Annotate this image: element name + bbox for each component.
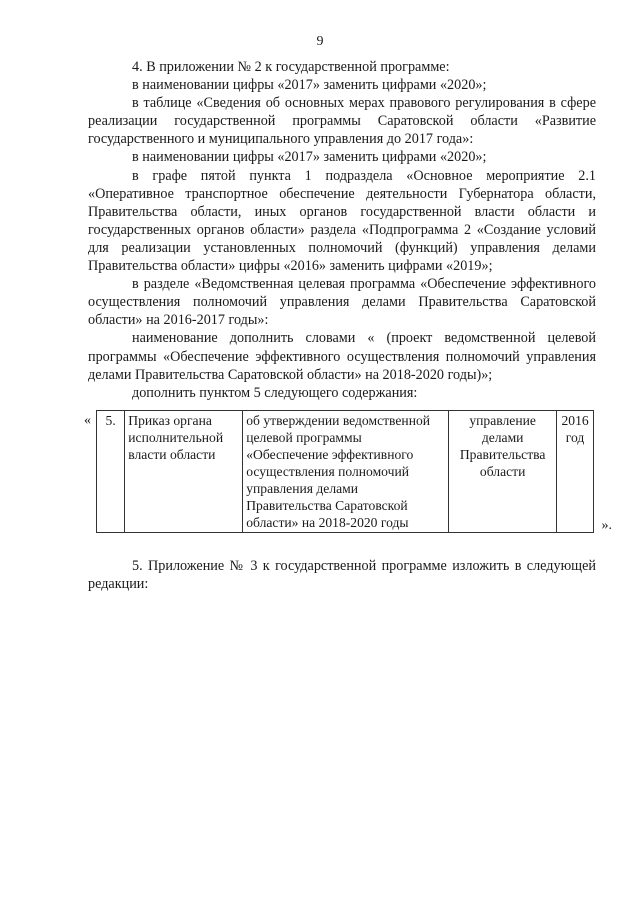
cell-number: 5. [97,410,125,532]
paragraph-name-change: в наименовании цифры «2017» заменить цифрами «2020»; [132,77,487,94]
paragraph-item-5: 5. Приложение № 3 к государственной программе изложить в следующей редакции: [88,557,596,592]
cell-document-type: Приказ органа исполнительной власти области [125,410,243,532]
cell-executor: управление делами Правительства области [449,410,557,532]
regulation-table [96,410,594,533]
paragraph-name-change-2: в наименовании цифры «2017» заменить цифрами «2020»; [132,149,487,166]
table-row [97,410,594,532]
page-number: 9 [316,34,324,49]
inserted-table-block [84,410,612,533]
cell-year: 2016 год [557,410,594,532]
paragraph-add-item: дополнить пунктом 5 следующего содержания: [132,384,418,401]
quote-close: ». [601,517,612,533]
paragraph-section-program: в разделе «Ведомственная целевая программа «Обеспечение эффективного осуществления полномочий управления делами Правительства Саратовской области» на 2016-2017 годы»: [88,276,596,329]
paragraph-name-supplement: наименование дополнить словами « (проект ведомственной целевой программы «Обеспечение эффективного осуществления полномочий управления делами Правительства Саратовской области» на 2018-2020 годы)»; [88,330,596,383]
quote-open: « [84,412,91,428]
document-body [84,58,612,593]
cell-document-title: об утверждении ведомственной целевой программы «Обеспечение эффективного осуществления полномочий управления делами Правительства Саратовской области» на 2018-2020 годы [243,410,449,532]
paragraph-item-4: 4. В приложении № 2 к государственной программе: [132,59,450,75]
paragraph-column-five: в графе пятой пункта 1 подраздела «Основное мероприятие 2.1 «Оперативное транспортное обеспечение деятельности Губернатора области, Правительства области, иных органов государственной власти области и государственных органов области» раздела «Подпрограмма 2 «Создание условий для реализации установленных полномочий (функций) управления делами Правительства области» цифры «2016» заменить цифрами «2019»; [88,167,596,275]
paragraph-table-info: в таблице «Сведения об основных мерах правового регулирования в сфере реализации государственной программы Саратовской области «Развитие государственного и муниципального управления до 2017 года»: [88,95,596,148]
